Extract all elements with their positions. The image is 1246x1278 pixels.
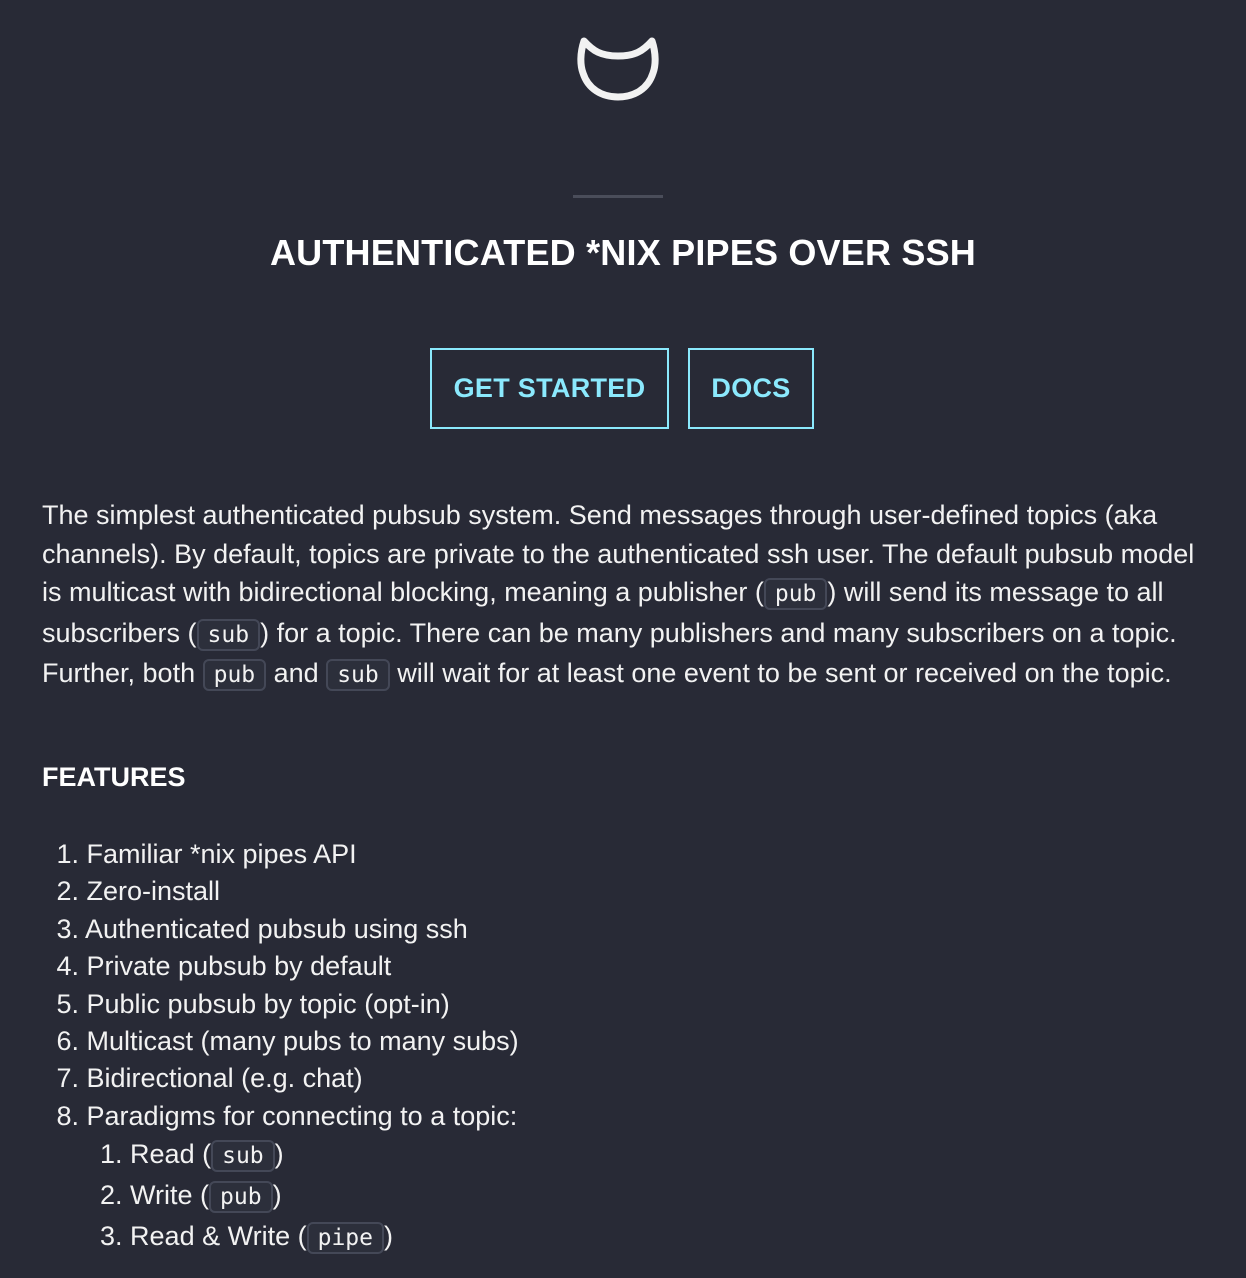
feature-item: [42, 836, 519, 873]
docs-button[interactable]: DOCS: [688, 348, 814, 429]
feature-number: 5.: [56, 988, 79, 1019]
intro-text-2: ) will send its message to all subscribers (: [42, 577, 1164, 648]
header-divider: [573, 195, 663, 198]
intro-text-5: will wait for at least one event to be sent or received on the topic.: [389, 658, 1172, 688]
feature-item: [42, 873, 519, 910]
feature-text: Private pubsub by default: [86, 951, 392, 982]
feature-text: Familiar *nix pipes API: [86, 839, 357, 869]
feature-number: 6.: [56, 1026, 79, 1057]
page-title: AUTHENTICATED *NIX PIPES OVER SSH: [269, 232, 977, 273]
feature-text: Paradigms for connecting to a topic:: [86, 1100, 518, 1131]
paradigm-close: ): [272, 1180, 282, 1211]
code-pub: pub: [764, 578, 828, 610]
feature-text: Public pubsub by topic (opt-in): [86, 988, 450, 1019]
code-sub-2: sub: [326, 659, 390, 691]
intro-text-3: ) for a topic. There can be many publishers and many subscribers on a topic. Further, both: [42, 617, 1177, 688]
cta-buttons: [0, 348, 1246, 429]
feature-item: [42, 1098, 519, 1258]
paradigm-item: [100, 1217, 519, 1258]
cat-face-logo-icon[interactable]: [577, 35, 659, 101]
paradigm-item: [100, 1176, 519, 1217]
feature-number: 3.: [56, 913, 79, 944]
feature-item: [42, 911, 519, 948]
paradigm-text: Read & Write (: [130, 1221, 307, 1252]
paradigms-list: [42, 1135, 519, 1258]
code-sub: sub: [197, 619, 261, 651]
paradigm-number: 2.: [100, 1180, 123, 1211]
feature-item: [42, 1023, 519, 1060]
feature-text: Multicast (many pubs to many subs): [86, 1026, 519, 1057]
code-pub-2: pub: [203, 659, 267, 691]
feature-number: 4.: [56, 951, 79, 982]
paradigm-text: Write (: [130, 1180, 210, 1211]
feature-text: Bidirectional (e.g. chat): [86, 1063, 363, 1094]
paradigm-text: Read (: [130, 1139, 212, 1170]
paradigm-close: ): [274, 1139, 284, 1170]
feature-number: 7.: [56, 1063, 79, 1094]
feature-item: [42, 986, 519, 1023]
feature-text: Zero-install: [86, 876, 221, 907]
code-sub-paradigm: sub: [211, 1140, 275, 1172]
paradigm-item: [100, 1135, 519, 1176]
code-pub-paradigm: pub: [209, 1181, 273, 1213]
features-list: [42, 836, 519, 1258]
feature-number: 1.: [56, 839, 79, 869]
feature-item: [42, 948, 519, 985]
feature-text: Authenticated pubsub using ssh: [85, 913, 468, 944]
feature-number: 8.: [56, 1100, 79, 1131]
get-started-button[interactable]: GET STARTED: [430, 348, 669, 429]
paradigm-number: 3.: [100, 1221, 123, 1252]
code-pipe-paradigm: pipe: [307, 1222, 384, 1254]
feature-item: [42, 1060, 519, 1097]
features-heading: FEATURES: [42, 762, 186, 792]
feature-number: 2.: [56, 876, 79, 907]
intro-paragraph: [42, 496, 1204, 695]
intro-text-4: and: [266, 658, 327, 688]
paradigm-close: ): [384, 1221, 393, 1252]
paradigm-number: 1.: [100, 1139, 123, 1170]
intro-text-1: The simplest authenticated pubsub system. Send messages through user-defined topics (aka channels). By default, topics are private to the authenticated ssh user. The default pubsub model is multicast with bidirectional blocking, meaning a publisher (: [42, 500, 1195, 607]
